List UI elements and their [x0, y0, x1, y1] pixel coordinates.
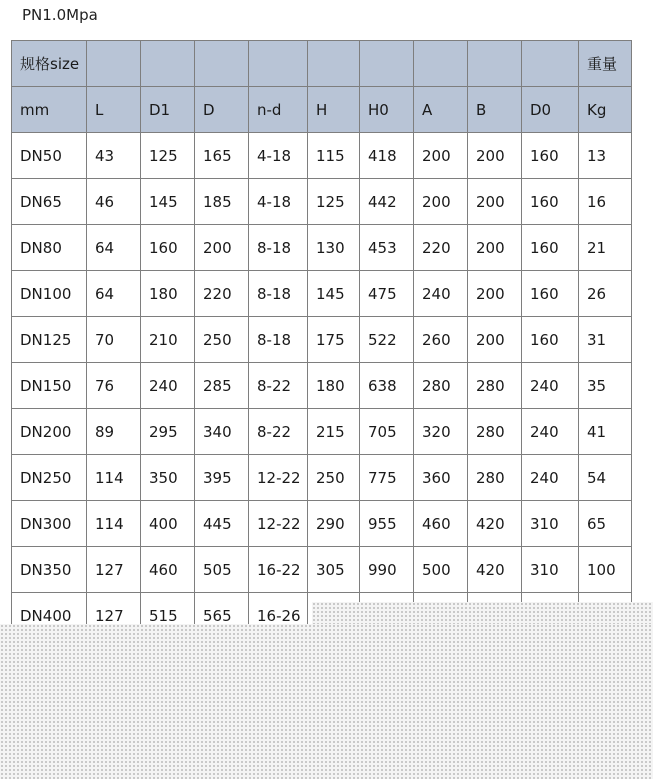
table-cell: 89: [87, 409, 141, 455]
table-cell: 165: [195, 133, 249, 179]
table-cell: 127: [87, 547, 141, 593]
table-cell: 215: [308, 409, 360, 455]
table-cell: 200: [468, 133, 522, 179]
header-cell: mm: [12, 87, 87, 133]
header-weight: 重量: [579, 41, 632, 87]
size-cell: DN350: [12, 547, 87, 593]
table-cell: 31: [579, 317, 632, 363]
table-cell: 250: [308, 455, 360, 501]
table-row: [12, 409, 632, 455]
table-cell: 8-18: [249, 225, 308, 271]
size-cell: DN400: [12, 593, 87, 639]
table-cell: 65: [579, 501, 632, 547]
table-row: [12, 501, 632, 547]
table-row: [12, 363, 632, 409]
table-cell: 114: [87, 501, 141, 547]
table-cell: 16-22: [249, 547, 308, 593]
table-row: [12, 271, 632, 317]
table-cell: 500: [414, 547, 468, 593]
table-cell: 395: [195, 455, 249, 501]
table-cell: 240: [414, 271, 468, 317]
table-cell: 460: [414, 501, 468, 547]
table-cell: 160: [522, 225, 579, 271]
table-cell: 240: [522, 455, 579, 501]
table-cell: 180: [141, 271, 195, 317]
table-cell: 400: [141, 501, 195, 547]
table-cell: 160: [522, 317, 579, 363]
header-cell: B: [468, 87, 522, 133]
table-cell: 8-18: [249, 317, 308, 363]
table-cell: 445: [195, 501, 249, 547]
table-row: [12, 455, 632, 501]
table-cell: 515: [141, 593, 195, 639]
table-cell: 180: [308, 363, 360, 409]
table-cell: 453: [360, 225, 414, 271]
table-cell: 955: [360, 501, 414, 547]
table-cell: 280: [468, 455, 522, 501]
table-cell: 200: [468, 179, 522, 225]
table-cell: 350: [141, 455, 195, 501]
table-cell: 420: [468, 547, 522, 593]
header-cell: Kg: [579, 87, 632, 133]
table-cell: 145: [141, 179, 195, 225]
header-blank: [360, 41, 414, 87]
table-cell: 210: [141, 317, 195, 363]
table-cell: 200: [468, 317, 522, 363]
table-cell: 565: [195, 593, 249, 639]
table-cell: 12-22: [249, 501, 308, 547]
table-cell: 64: [87, 271, 141, 317]
table-row: [12, 225, 632, 271]
table-cell: 35: [579, 363, 632, 409]
size-cell: DN250: [12, 455, 87, 501]
table-cell: 240: [522, 409, 579, 455]
header-row-2: [12, 87, 632, 133]
table-cell: 100: [579, 547, 632, 593]
size-cell: DN200: [12, 409, 87, 455]
size-cell: DN50: [12, 133, 87, 179]
size-cell: DN80: [12, 225, 87, 271]
table-body: [12, 133, 632, 639]
header-cell: L: [87, 87, 141, 133]
header-blank: [87, 41, 141, 87]
size-cell: DN65: [12, 179, 87, 225]
table-row: [12, 179, 632, 225]
header-row-1: [12, 41, 632, 87]
table-cell: 475: [360, 271, 414, 317]
table-cell: 280: [468, 363, 522, 409]
table-cell: 200: [468, 271, 522, 317]
table-cell: 505: [195, 547, 249, 593]
table-cell: 775: [360, 455, 414, 501]
header-size: 规格size: [12, 41, 87, 87]
table-cell: 442: [360, 179, 414, 225]
table-cell: 420: [468, 501, 522, 547]
table-cell: 200: [414, 179, 468, 225]
table-cell: 200: [414, 133, 468, 179]
table-cell: 160: [522, 133, 579, 179]
table-cell: 160: [141, 225, 195, 271]
table-cell: 240: [141, 363, 195, 409]
dotted-overlay: [0, 624, 653, 779]
table-cell: 280: [414, 363, 468, 409]
header-blank: [522, 41, 579, 87]
header-blank: [308, 41, 360, 87]
table-cell: 130: [308, 225, 360, 271]
table-cell: 220: [195, 271, 249, 317]
header-cell: A: [414, 87, 468, 133]
table-cell: 8-22: [249, 363, 308, 409]
table-cell: 185: [195, 179, 249, 225]
table-cell: 8-22: [249, 409, 308, 455]
table-cell: 290: [308, 501, 360, 547]
header-blank: [249, 41, 308, 87]
table-cell: 200: [468, 225, 522, 271]
table-row: [12, 317, 632, 363]
size-cell: DN125: [12, 317, 87, 363]
table-cell: 41: [579, 409, 632, 455]
table-cell: 160: [522, 179, 579, 225]
table-cell: 285: [195, 363, 249, 409]
header-blank: [195, 41, 249, 87]
spec-table: [11, 40, 632, 639]
table-cell: 125: [141, 133, 195, 179]
table-cell: 340: [195, 409, 249, 455]
table-cell: 16: [579, 179, 632, 225]
table-cell: 260: [414, 317, 468, 363]
header-blank: [468, 41, 522, 87]
table-cell: 320: [414, 409, 468, 455]
table-cell: 295: [141, 409, 195, 455]
table-cell: 115: [308, 133, 360, 179]
table-cell: 522: [360, 317, 414, 363]
table-cell: 220: [414, 225, 468, 271]
table-cell: 64: [87, 225, 141, 271]
header-blank: [414, 41, 468, 87]
header-blank: [141, 41, 195, 87]
table-cell: 76: [87, 363, 141, 409]
table-cell: 8-18: [249, 271, 308, 317]
table-cell: 310: [522, 547, 579, 593]
table-cell: 127: [87, 593, 141, 639]
table-cell: 250: [195, 317, 249, 363]
table-cell: 114: [87, 455, 141, 501]
table-cell: 200: [195, 225, 249, 271]
table-cell: 46: [87, 179, 141, 225]
table-cell: 125: [308, 179, 360, 225]
table-cell: 4-18: [249, 179, 308, 225]
table-header: [12, 41, 632, 133]
size-cell: DN100: [12, 271, 87, 317]
table-cell: 280: [468, 409, 522, 455]
table-cell: 175: [308, 317, 360, 363]
dotted-overlay-edge: [312, 602, 653, 624]
table-cell: 16-26: [249, 593, 308, 639]
header-cell: H: [308, 87, 360, 133]
header-cell: D: [195, 87, 249, 133]
table-cell: 21: [579, 225, 632, 271]
table-cell: 305: [308, 547, 360, 593]
table-cell: 70: [87, 317, 141, 363]
table-row: [12, 133, 632, 179]
header-cell: D1: [141, 87, 195, 133]
table-cell: 145: [308, 271, 360, 317]
table-cell: 360: [414, 455, 468, 501]
table-cell: 638: [360, 363, 414, 409]
table-cell: 240: [522, 363, 579, 409]
table-cell: 43: [87, 133, 141, 179]
table-cell: 418: [360, 133, 414, 179]
table-cell: 705: [360, 409, 414, 455]
header-cell: H0: [360, 87, 414, 133]
table-cell: 4-18: [249, 133, 308, 179]
header-cell: n-d: [249, 87, 308, 133]
table-cell: 160: [522, 271, 579, 317]
table-cell: 54: [579, 455, 632, 501]
size-cell: DN150: [12, 363, 87, 409]
page-title: PN1.0Mpa: [22, 6, 98, 24]
header-cell: D0: [522, 87, 579, 133]
table-cell: 13: [579, 133, 632, 179]
table-cell: 460: [141, 547, 195, 593]
table-row: [12, 547, 632, 593]
table-cell: 12-22: [249, 455, 308, 501]
table-cell: 990: [360, 547, 414, 593]
size-cell: DN300: [12, 501, 87, 547]
table-cell: 310: [522, 501, 579, 547]
table-cell: 26: [579, 271, 632, 317]
